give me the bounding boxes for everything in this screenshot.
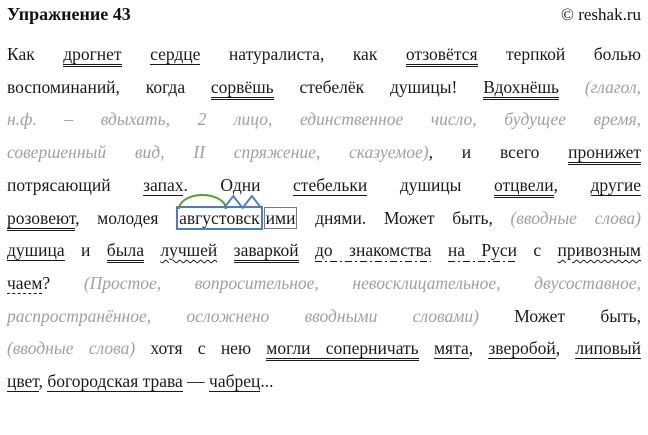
word-token: ,	[468, 338, 489, 359]
word-token: днями. Может быть,	[297, 207, 511, 228]
exercise-text	[7, 38, 641, 398]
predicate-underline-token: розовеют	[7, 208, 75, 231]
word-token: Как	[7, 44, 64, 64]
predicate-underline-token: дрогнет	[63, 44, 121, 67]
word-token: стебелёк душицы!	[273, 76, 484, 97]
subject-underline-token: богородская трава	[47, 371, 183, 392]
subject-underline-token: липовый	[575, 338, 642, 359]
adverbial-underline-token: на Руси	[447, 240, 517, 261]
word-token	[122, 44, 151, 64]
word-token: с	[516, 240, 558, 261]
annotation-token: (Простое, вопросительное, невосклицательное, двусоставное,	[83, 272, 641, 293]
word-token: ,	[38, 371, 48, 392]
word-token: и	[64, 240, 107, 261]
exercise-title: Упражнение 43	[7, 4, 131, 24]
subject-underline-token: другие	[590, 174, 641, 195]
text-line	[7, 267, 641, 300]
predicate-underline-token: отзовётся	[406, 44, 478, 67]
word-token: Может быть,	[479, 305, 641, 326]
word-token: натуралиста, как	[200, 44, 406, 64]
subject-underline-token: чабрец	[209, 371, 261, 392]
word-token: . Одни	[183, 174, 294, 195]
word-token	[299, 240, 315, 260]
word-morphology	[176, 208, 297, 228]
ending-box: ими	[265, 207, 296, 228]
predicate-underline-token: сорвёшь	[211, 77, 274, 100]
subject-underline-token: стебельки	[293, 174, 368, 195]
word-token	[144, 240, 160, 260]
root-segment: август	[179, 208, 226, 228]
word-token: воспоминаний, когда	[7, 76, 211, 97]
word-token	[217, 240, 233, 260]
predicate-underline-token: пронижет	[568, 142, 641, 165]
word-token	[419, 338, 434, 358]
word-token: ?	[42, 272, 84, 293]
word-token: хотя с нею	[135, 338, 267, 359]
subject-underline-token: зверобой	[488, 338, 556, 359]
attribute-underline-token: лучшей	[160, 240, 218, 261]
word-token: душицы	[367, 174, 494, 195]
text-line	[7, 136, 641, 169]
subject-underline-token: цвет	[7, 371, 39, 392]
predicate-underline-token: заваркой	[234, 240, 299, 263]
text-line	[7, 169, 641, 202]
annotation-token: (вводные слова)	[510, 207, 641, 228]
word-token: ,	[553, 174, 591, 195]
subject-underline-token: сердце	[150, 44, 201, 64]
predicate-underline-token: могли соперничать	[266, 338, 418, 361]
word-token: , и всего	[428, 142, 569, 163]
annotation-token: распространённое, осложнено вводными словами)	[7, 305, 479, 326]
annotation-token: (вводные слова)	[7, 338, 136, 359]
word-token: —	[182, 371, 210, 392]
text-line	[7, 300, 641, 333]
annotation-token: (глагол,	[584, 76, 641, 97]
word-token	[431, 240, 447, 260]
attribute-underline-token: привозным	[557, 240, 641, 261]
text-line	[7, 365, 641, 398]
predicate-underline-token: отцвели	[494, 175, 554, 198]
word-token: терпкой болью	[477, 44, 641, 64]
text-line	[7, 202, 641, 235]
word-token	[559, 77, 585, 97]
text-line	[7, 234, 641, 267]
annotation-token: совершенный вид, II спряжение, сказуемое)	[7, 142, 429, 163]
text-line	[7, 332, 641, 365]
predicate-underline-token: была	[107, 240, 144, 263]
stem-box	[176, 206, 263, 230]
predicate-underline-token: Вдохнёшь	[483, 77, 559, 100]
subject-underline-token: душица	[7, 240, 65, 261]
header	[7, 4, 641, 25]
suffix-segment: овск	[226, 208, 259, 228]
word-token: ...	[260, 371, 274, 392]
text-line	[7, 38, 641, 71]
object-underline-token: чаем	[7, 272, 43, 293]
word-token: ,	[555, 338, 576, 359]
subject-underline-token: мята	[433, 338, 469, 359]
word-token: потрясающий	[7, 174, 144, 195]
suffix-zigzag-icon	[224, 195, 261, 208]
copyright-label: © reshak.ru	[561, 5, 641, 24]
text-line	[7, 103, 641, 136]
word-token: , молодея	[75, 207, 177, 228]
text-line	[7, 71, 641, 104]
adverbial-underline-token: до знакомства	[315, 240, 432, 261]
annotation-token: н.ф. – вдыхать, 2 лицо, единственное число, будущее время,	[7, 109, 641, 130]
subject-underline-token: запах	[143, 174, 184, 195]
